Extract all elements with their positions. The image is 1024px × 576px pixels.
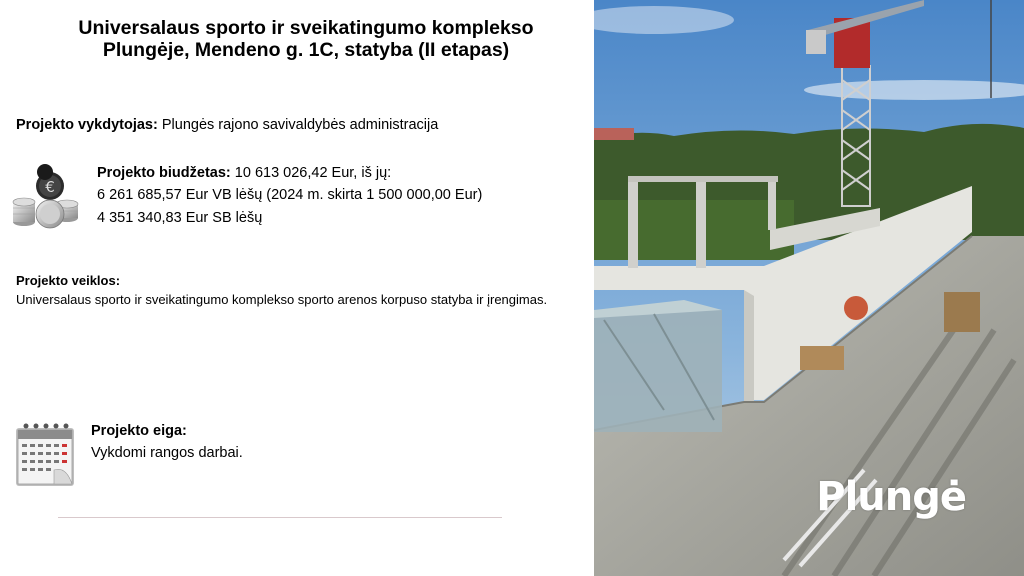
svg-text:€: €	[45, 178, 55, 196]
executor-value: Plungės rajono savivaldybės administracija	[161, 117, 439, 133]
title-line-1: Universalaus sporto ir sveikatingumo komplekso	[78, 17, 534, 39]
progress-label: Projekto eiga:	[91, 423, 187, 439]
page-title	[20, 17, 592, 61]
budget-total: 10 613 026,42 Eur, iš jų:	[234, 165, 392, 181]
construction-photo	[594, 0, 1024, 576]
plunge-logo: Plungė	[816, 474, 966, 520]
coins-icon	[12, 162, 80, 235]
divider	[58, 517, 502, 518]
budget-sb: 4 351 340,83 Eur SB lėšų	[97, 210, 263, 226]
budget-vb: 6 261 685,57 Eur VB lėšų (2024 m. skirta 1 500 000,00 Eur)	[97, 187, 483, 203]
budget-label: Projekto biudžetas:	[97, 165, 231, 181]
progress-value: Vykdomi rangos darbai.	[91, 445, 243, 461]
activities-label: Projekto veiklos:	[16, 273, 121, 288]
title-line-2: Plungėje, Mendeno g. 1C, statyba (II etapas)	[102, 39, 510, 61]
executor-row	[16, 114, 438, 136]
executor-label: Projekto vykdytojas:	[16, 117, 158, 133]
activities-value: Universalaus sporto ir sveikatingumo komplekso sporto arenos korpuso statyba ir įrengimas.	[16, 292, 548, 307]
calendar-icon	[14, 420, 76, 493]
budget-row	[97, 162, 391, 184]
